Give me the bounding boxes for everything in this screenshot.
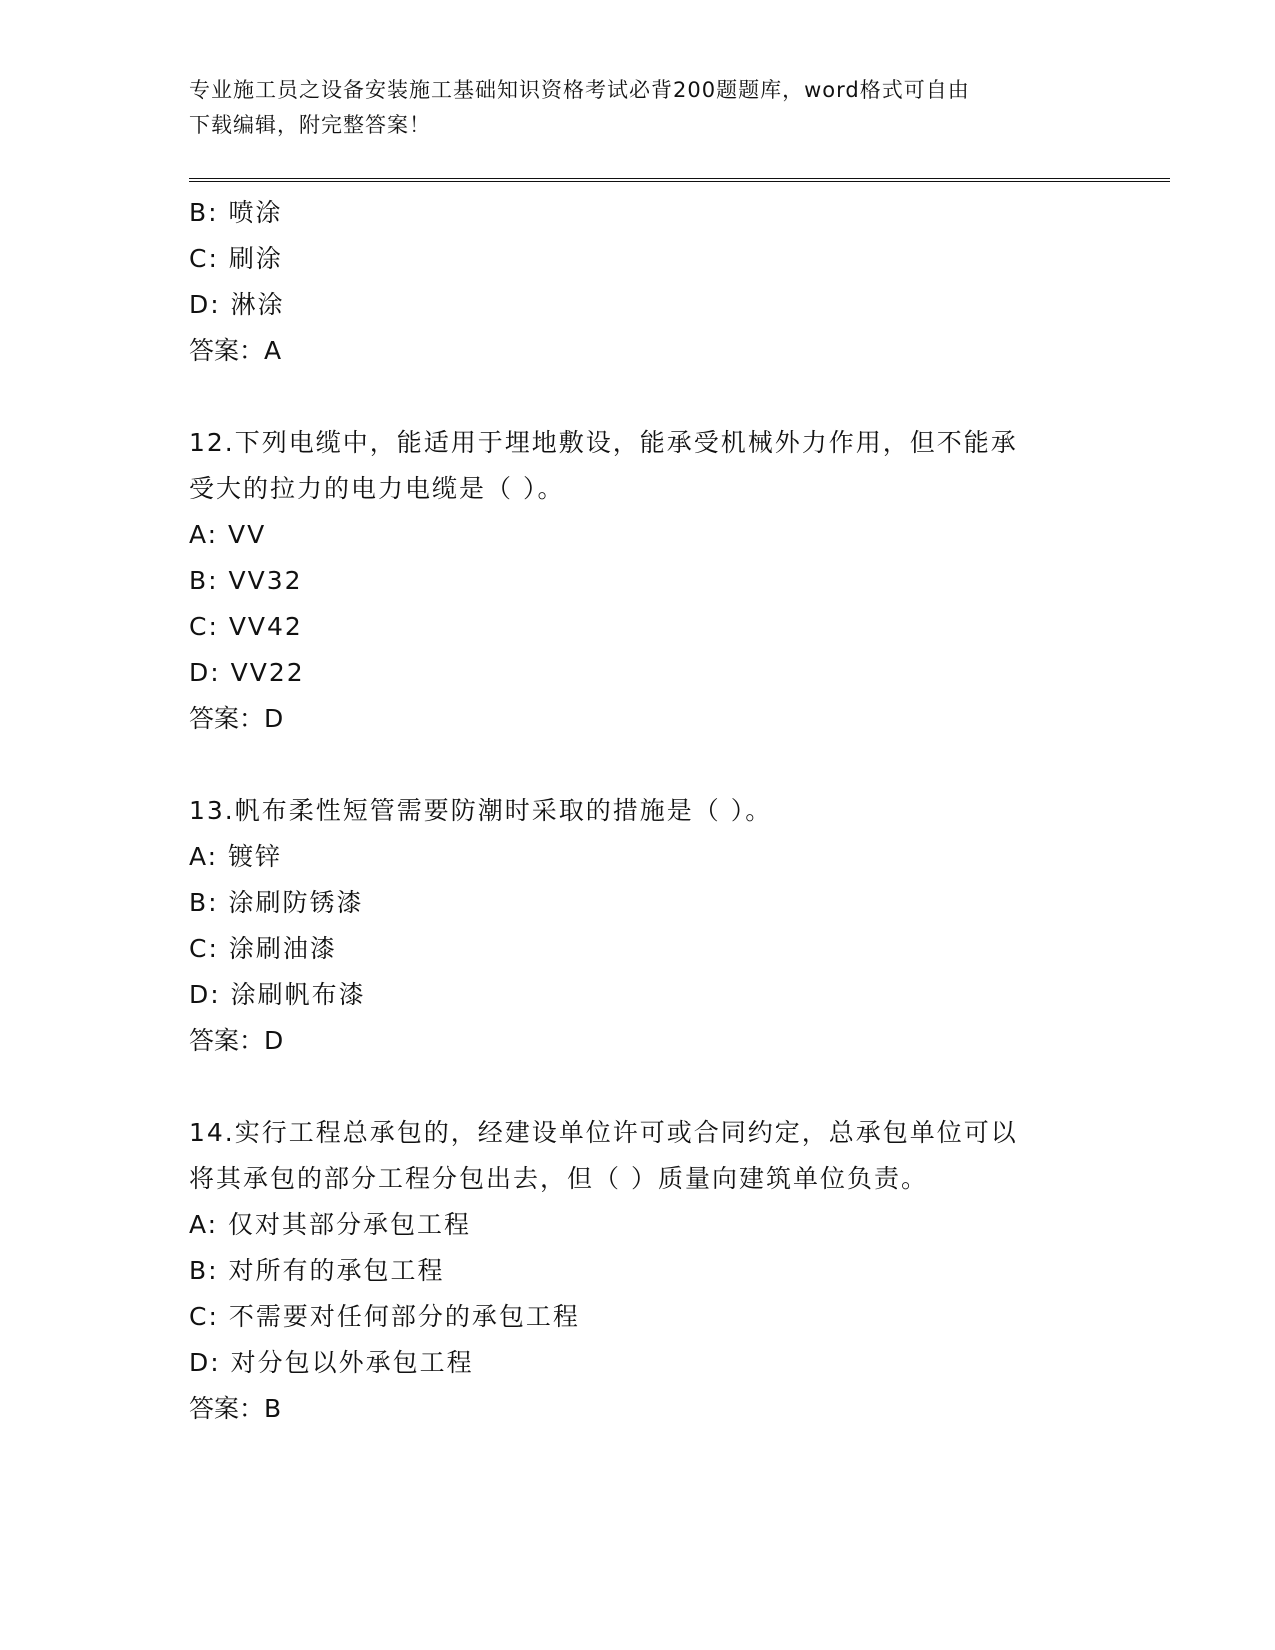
option-b: B: 喷涂 bbox=[189, 198, 283, 227]
option-c: C: 涂刷油漆 bbox=[189, 934, 337, 963]
question-12 bbox=[189, 420, 1089, 742]
document-header bbox=[189, 73, 1089, 143]
option-d: D: 对分包以外承包工程 bbox=[189, 1348, 474, 1377]
spacer bbox=[189, 374, 1089, 420]
option-b: B: VV32 bbox=[189, 566, 303, 595]
spacer bbox=[189, 1064, 1089, 1110]
answer-line: 答案：A bbox=[189, 336, 282, 365]
question-list bbox=[189, 190, 1089, 1432]
option-d: D: 涂刷帆布漆 bbox=[189, 980, 366, 1009]
question-text: 受大的拉力的电力电缆是（ ）。 bbox=[189, 474, 565, 503]
option-a: A: 仅对其部分承包工程 bbox=[189, 1210, 472, 1239]
option-a: A: VV bbox=[189, 520, 267, 549]
question-text: 14.实行工程总承包的，经建设单位许可或合同约定，总承包单位可以 bbox=[189, 1118, 1018, 1147]
question-14 bbox=[189, 1110, 1089, 1432]
header-line-2: 下载编辑，附完整答案！ bbox=[189, 113, 431, 137]
question-text: 将其承包的部分工程分包出去，但（ ）质量向建筑单位负责。 bbox=[189, 1164, 928, 1193]
header-line-1: 专业施工员之设备安装施工基础知识资格考试必背200题题库，word格式可自由 bbox=[189, 78, 970, 102]
option-a: A: 镀锌 bbox=[189, 842, 283, 871]
spacer bbox=[189, 742, 1089, 788]
answer-line: 答案：D bbox=[189, 1026, 284, 1055]
option-c: C: 不需要对任何部分的承包工程 bbox=[189, 1302, 580, 1331]
option-b: B: 对所有的承包工程 bbox=[189, 1256, 445, 1285]
question-text: 12.下列电缆中，能适用于埋地敷设，能承受机械外力作用，但不能承 bbox=[189, 428, 1018, 457]
answer-line: 答案：B bbox=[189, 1394, 282, 1423]
option-d: D: 淋涂 bbox=[189, 290, 285, 319]
option-b: B: 涂刷防锈漆 bbox=[189, 888, 364, 917]
answer-line: 答案：D bbox=[189, 704, 284, 733]
question-text: 13.帆布柔性短管需要防潮时采取的措施是（ ）。 bbox=[189, 796, 773, 825]
question-13 bbox=[189, 788, 1089, 1064]
continued-question bbox=[189, 190, 1089, 374]
header-divider bbox=[189, 178, 1170, 182]
option-c: C: VV42 bbox=[189, 612, 303, 641]
option-c: C: 刷涂 bbox=[189, 244, 283, 273]
option-d: D: VV22 bbox=[189, 658, 305, 687]
